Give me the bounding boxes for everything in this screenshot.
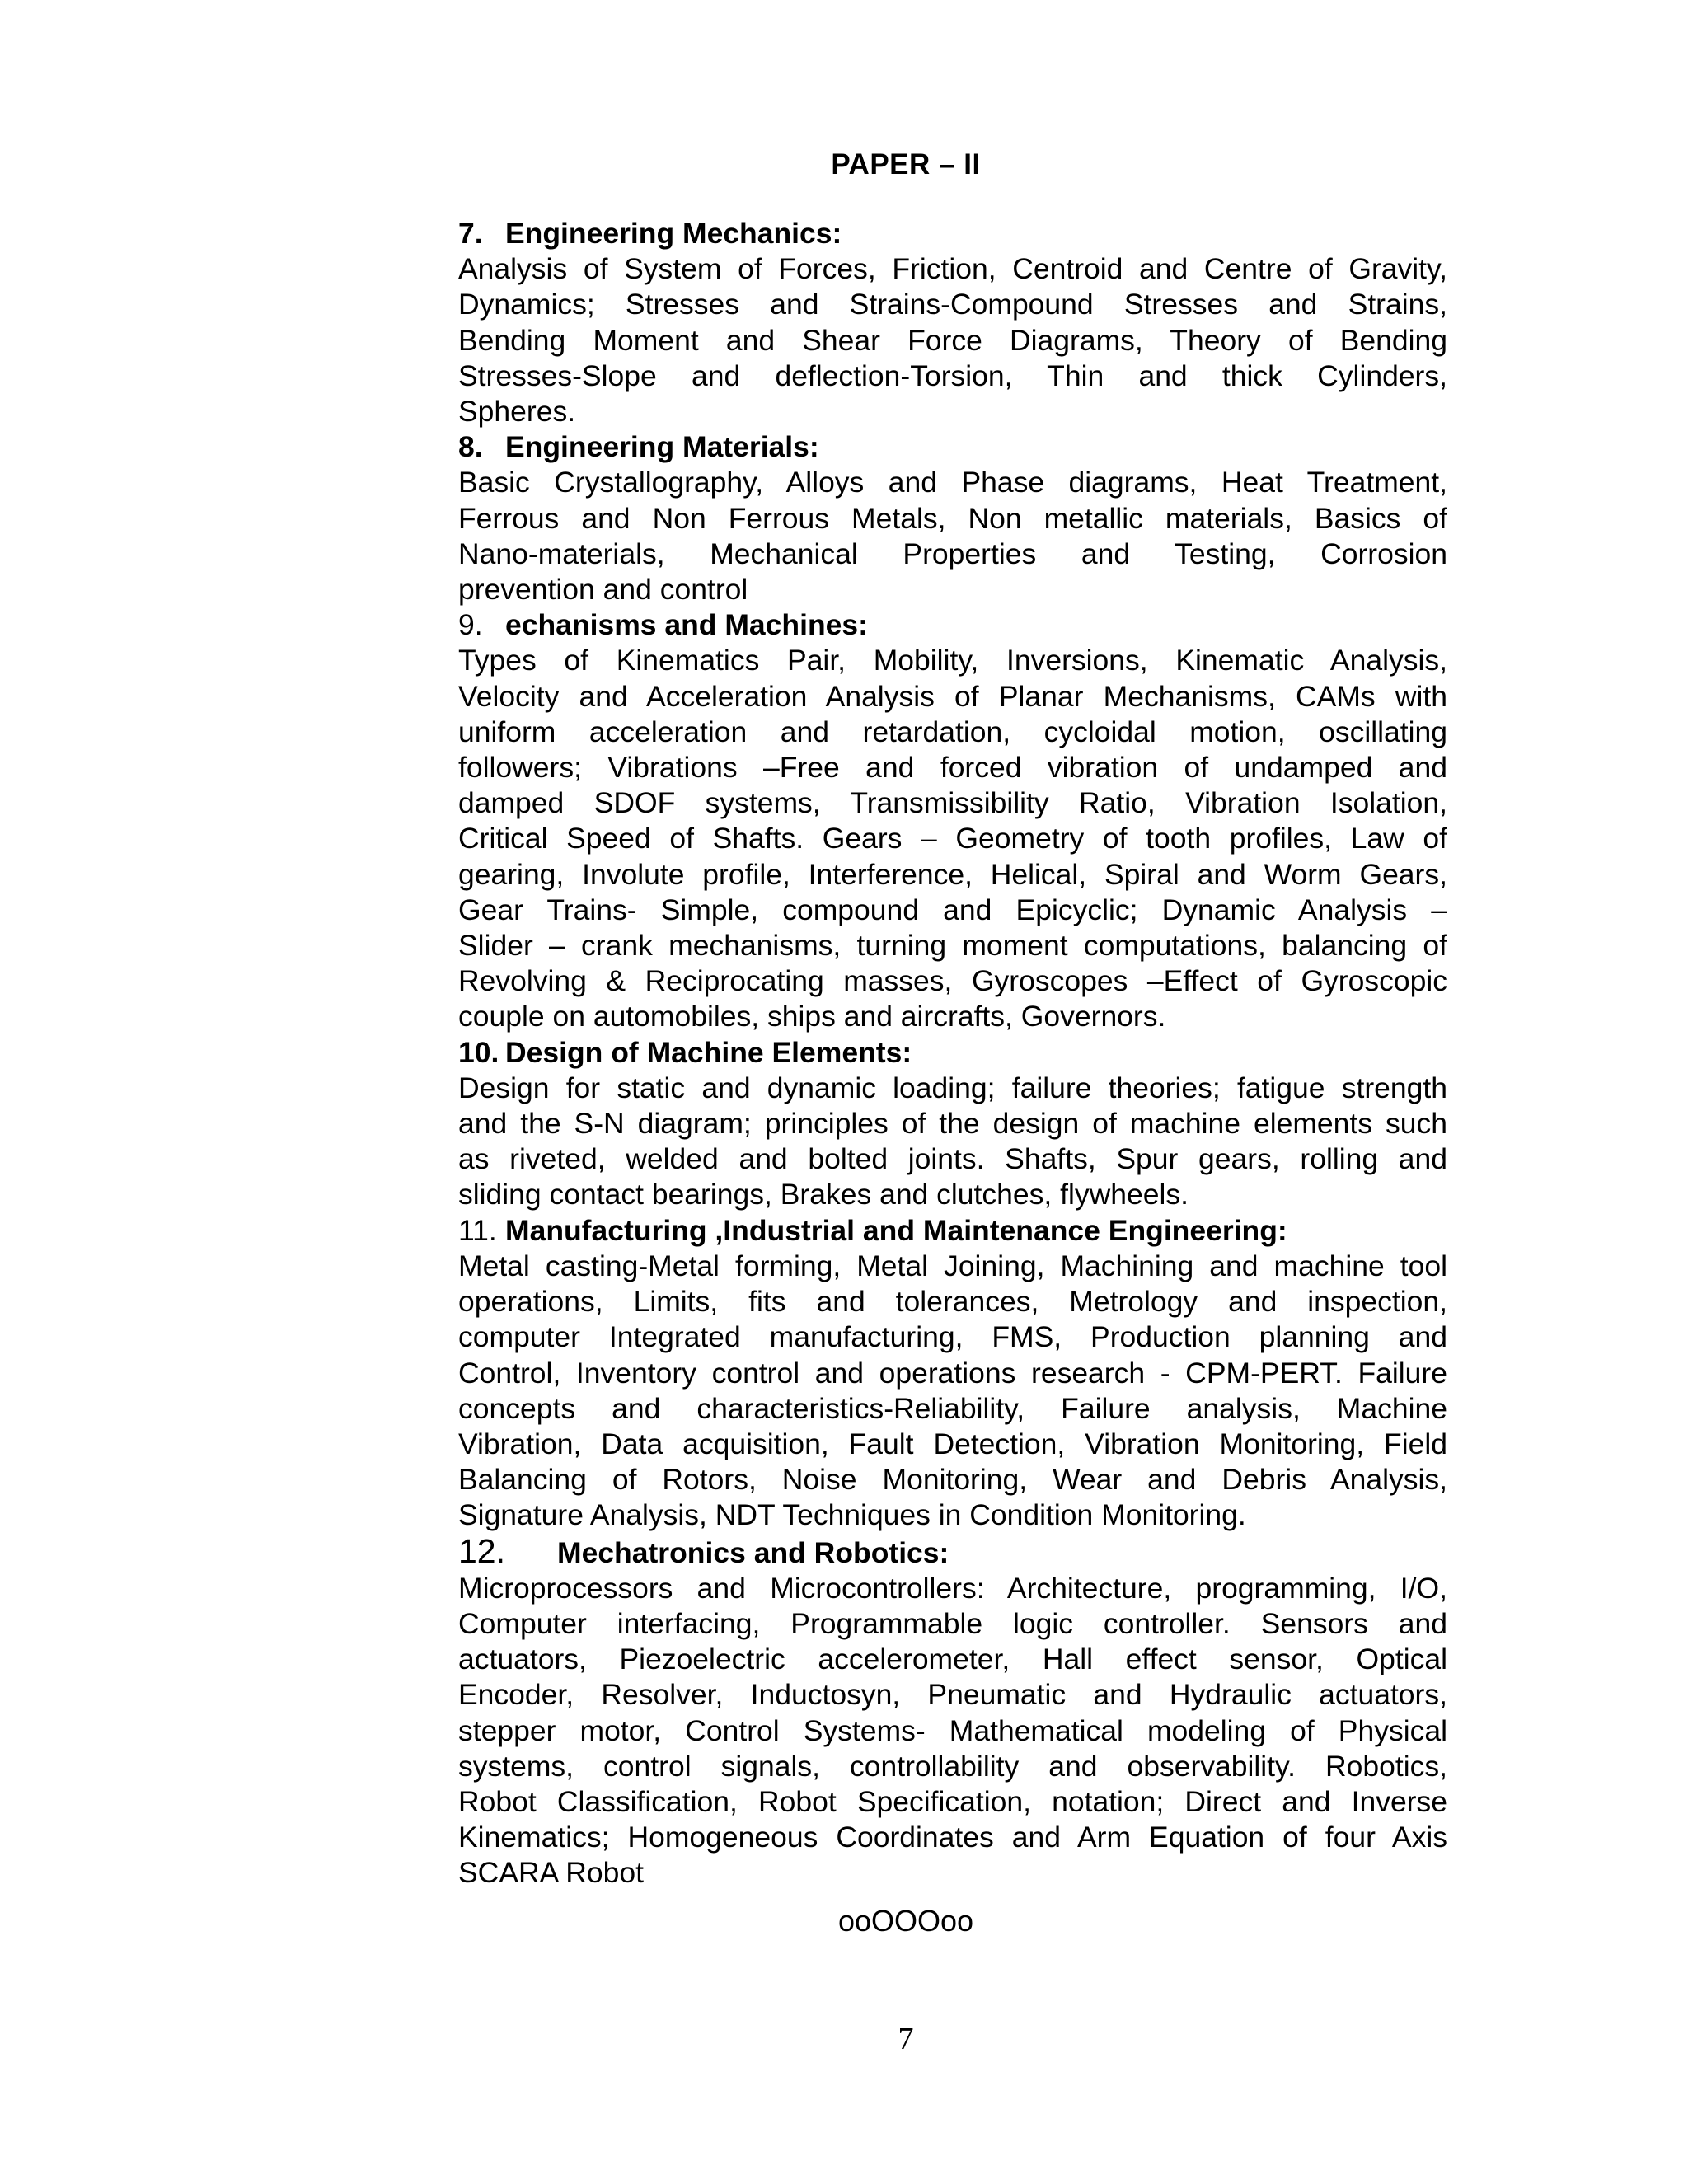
text-line: actuators, Piezoelectric accelerometer, Hall effect sensor, Optical bbox=[458, 1643, 1447, 1676]
text-line: Metal casting-Metal forming, Metal Joining, Machining and machine tool bbox=[458, 1249, 1447, 1282]
section-number: 10. bbox=[458, 1035, 499, 1069]
text-line: Analysis of System of Forces, Friction, Centroid and Centre of Gravity, bbox=[458, 252, 1447, 286]
section-heading bbox=[458, 1035, 1447, 1071]
section-title: echanisms and Machines: bbox=[505, 608, 868, 642]
text-line: prevention and control bbox=[458, 573, 748, 607]
text-line: Slider – crank mechanisms, turning moment computations, balancing of bbox=[458, 929, 1447, 963]
text-line: couple on automobiles, ships and aircrafts, Governors. bbox=[458, 1000, 1166, 1033]
section-title: Design of Machine Elements: bbox=[505, 1035, 912, 1069]
text-line: computer Integrated manufacturing, FMS, Production planning and bbox=[458, 1320, 1447, 1354]
end-mark: ooOOOoo bbox=[837, 1904, 974, 1938]
text-line: Control, Inventory control and operations research - CPM-PERT. Failure bbox=[458, 1356, 1447, 1390]
text-line: Ferrous and Non Ferrous Metals, Non metallic materials, Basics of bbox=[458, 501, 1447, 535]
section-heading bbox=[458, 607, 1447, 643]
section-title: Engineering Materials: bbox=[505, 430, 819, 464]
section-heading bbox=[458, 1531, 1447, 1571]
text-line: Velocity and Acceleration Analysis of Planar Mechanisms, CAMs with bbox=[458, 679, 1447, 713]
page-number: 7 bbox=[898, 2022, 914, 2056]
text-line: damped SDOF systems, Transmissibility Ratio, Vibration Isolation, bbox=[458, 786, 1447, 820]
text-line: Encoder, Resolver, Inductosyn, Pneumatic and Hydraulic actuators, bbox=[458, 1678, 1447, 1712]
text-line: Robot Classification, Robot Specification, notation; Direct and Inverse bbox=[458, 1784, 1447, 1818]
text-line: gearing, Involute profile, Interference, Helical, Spiral and Worm Gears, bbox=[458, 857, 1447, 891]
text-line: Bending Moment and Shear Force Diagrams, Theory of Bending bbox=[458, 323, 1447, 357]
text-line: Revolving & Reciprocating masses, Gyroscopes –Effect of Gyroscopic bbox=[458, 964, 1447, 998]
text-line: Types of Kinematics Pair, Mobility, Inversions, Kinematic Analysis, bbox=[458, 644, 1447, 677]
section-heading bbox=[458, 429, 1447, 465]
section-number: 11. bbox=[458, 1213, 497, 1247]
text-line: stepper motor, Control Systems- Mathematical modeling of Physical bbox=[458, 1713, 1447, 1747]
section-heading bbox=[458, 216, 1447, 251]
section-heading bbox=[458, 1213, 1447, 1249]
text-line: Vibration, Data acquisition, Fault Detection, Vibration Monitoring, Field bbox=[458, 1427, 1447, 1460]
text-line: followers; Vibrations –Free and forced vibration of undamped and bbox=[458, 751, 1447, 785]
text-line: systems, control signals, controllability and observability. Robotics, bbox=[458, 1749, 1447, 1783]
section-number: 8. bbox=[458, 430, 483, 464]
section-title: Engineering Mechanics: bbox=[505, 217, 842, 250]
text-line: Spheres. bbox=[458, 395, 576, 429]
text-line: Critical Speed of Shafts. Gears – Geometry of tooth profiles, Law of bbox=[458, 822, 1447, 855]
text-line: Balancing of Rotors, Noise Monitoring, Wear and Debris Analysis, bbox=[458, 1463, 1447, 1497]
text-line: Basic Crystallography, Alloys and Phase diagrams, Heat Treatment, bbox=[458, 466, 1447, 499]
text-line: uniform acceleration and retardation, cycloidal motion, oscillating bbox=[458, 715, 1447, 748]
section-number: 7. bbox=[458, 217, 483, 250]
page-title: PAPER – II bbox=[831, 148, 981, 180]
text-line: Dynamics; Stresses and Strains-Compound Stresses and Strains, bbox=[458, 288, 1447, 321]
text-line: Kinematics; Homogeneous Coordinates and Arm Equation of four Axis bbox=[458, 1821, 1447, 1854]
text-line: Stresses-Slope and deflection-Torsion, Thin and thick Cylinders, bbox=[458, 359, 1447, 392]
text-line: Microprocessors and Microcontrollers: Architecture, programming, I/O, bbox=[458, 1571, 1447, 1605]
syllabus-content bbox=[458, 216, 1447, 1891]
text-line: Gear Trains- Simple, compound and Epicyclic; Dynamic Analysis – bbox=[458, 893, 1447, 926]
text-line: Computer interfacing, Programmable logic controller. Sensors and bbox=[458, 1606, 1447, 1640]
section-mechanisms-and-machines bbox=[458, 607, 1447, 1034]
section-number: 12. bbox=[458, 1531, 505, 1570]
section-engineering-materials bbox=[458, 429, 1447, 607]
section-title: Mechatronics and Robotics: bbox=[557, 1535, 950, 1569]
text-line: sliding contact bearings, Brakes and clutches, flywheels. bbox=[458, 1178, 1189, 1212]
section-mechatronics-and-robotics bbox=[458, 1531, 1447, 1891]
text-line: SCARA Robot bbox=[458, 1856, 644, 1890]
text-line: concepts and characteristics-Reliability, Failure analysis, Machine bbox=[458, 1391, 1447, 1425]
text-line: Design for static and dynamic loading; failure theories; fatigue strength bbox=[458, 1071, 1447, 1104]
section-title: Manufacturing ,Industrial and Maintenance Engineering: bbox=[505, 1213, 1287, 1247]
text-line: as riveted, welded and bolted joints. Shafts, Spur gears, rolling and bbox=[458, 1142, 1447, 1176]
text-line: and the S-N diagram; principles of the design of machine elements such bbox=[458, 1107, 1447, 1141]
section-number: 9. bbox=[458, 608, 483, 642]
section-design-of-machine-elements bbox=[458, 1035, 1447, 1213]
section-engineering-mechanics bbox=[458, 216, 1447, 429]
text-line: Nano-materials, Mechanical Properties and Testing, Corrosion bbox=[458, 537, 1447, 570]
text-line: Signature Analysis, NDT Techniques in Condition Monitoring. bbox=[458, 1498, 1246, 1532]
text-line: operations, Limits, fits and tolerances, Metrology and inspection, bbox=[458, 1285, 1447, 1319]
section-manufacturing-industrial-maintenance bbox=[458, 1213, 1447, 1534]
